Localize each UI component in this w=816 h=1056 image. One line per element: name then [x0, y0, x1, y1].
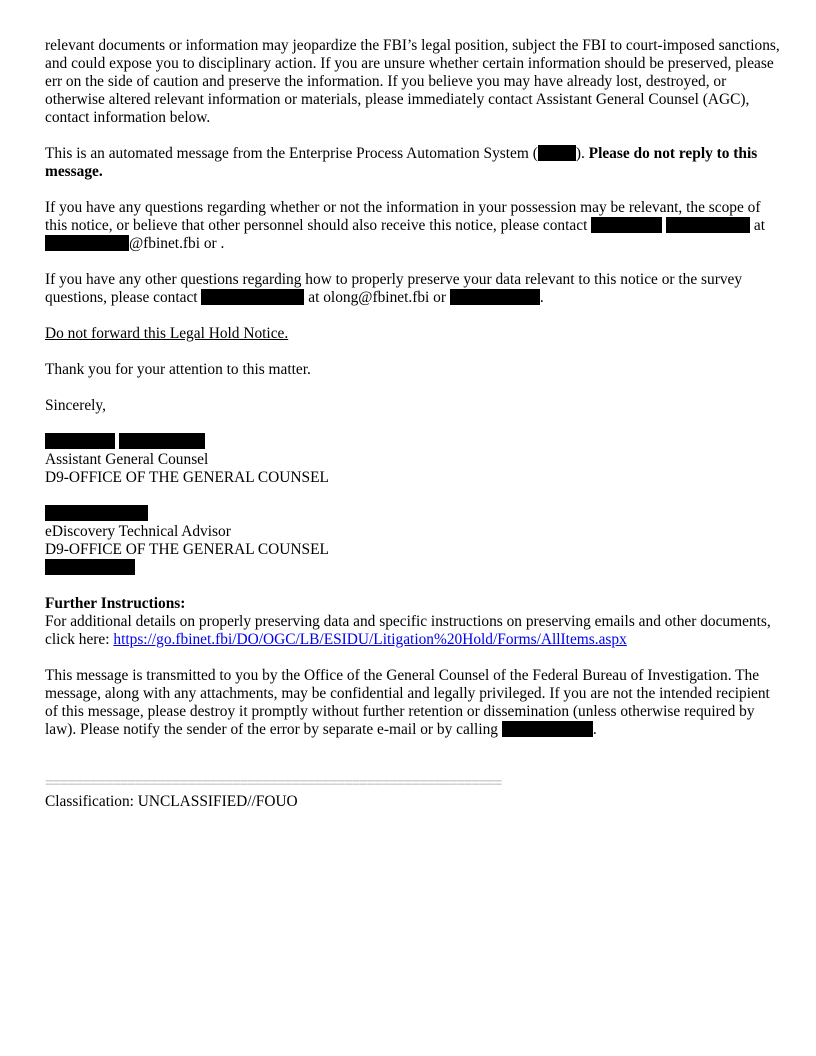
signature-office: D9-OFFICE OF THE GENERAL COUNSEL [45, 541, 329, 558]
thanks-line: Thank you for your attention to this matter. [45, 361, 311, 378]
automated-message-close: ). [575, 145, 589, 162]
redaction-block [201, 289, 304, 305]
signature-name-redacted [45, 505, 780, 523]
redaction-block [450, 289, 540, 305]
questions-contact-text: If you have any questions regarding whether or not the information in your possession may be relevant, the scope of this notice, or believe that other personnel should also receive this notice, please contact [45, 199, 761, 234]
sentence-end: . [539, 289, 544, 306]
automated-message-paragraph [45, 145, 780, 181]
confidentiality-disclaimer [45, 667, 780, 739]
do-not-forward-notice: Do not forward this Legal Hold Notice. [45, 325, 289, 342]
further-instructions-heading: Further Instructions: [45, 595, 186, 612]
sincerely-line: Sincerely, [45, 397, 106, 414]
classification-marking: Classification: UNCLASSIFIED//FOUO [45, 793, 298, 810]
contact-email-text: at olong@fbinet.fbi or [304, 289, 450, 306]
signature-office: D9-OFFICE OF THE GENERAL COUNSEL [45, 469, 329, 486]
contact-at-text: at [750, 217, 766, 234]
disclaimer-text: This message is transmitted to you by the Office of the General Counsel of the Federal Bureau of Investigation. The message, along with any attachments, may be confidential and legally privileged. If you are not the intended recipient of this message, please destroy it promptly without further retention or dissemination (unless otherwise required by law). Please notify the sender of the error by separate e-mail or by calling [45, 667, 770, 738]
redaction-block [45, 433, 115, 449]
separator-line: ============================================================= [45, 775, 502, 792]
redaction-block [538, 145, 576, 161]
redaction-block [666, 217, 750, 233]
litigation-hold-forms-link[interactable]: https://go.fbinet.fbi/DO/OGC/LB/ESIDU/Litigation%20Hold/Forms/AllItems.aspx [113, 631, 627, 648]
contact-email-domain: @fbinet.fbi or . [129, 235, 225, 252]
signature-ediscovery [45, 505, 780, 577]
signature-name-redacted [45, 433, 780, 451]
preserve-data-questions-text: If you have any other questions regarding how to properly preserve your data relevant to this notice or the survey questions, please contact [45, 271, 743, 306]
redaction-block [591, 217, 662, 233]
sentence-end: . [592, 721, 597, 738]
questions-contact-paragraph [45, 199, 780, 253]
further-instructions-section [45, 595, 780, 649]
redaction-block [45, 559, 135, 575]
redaction-block [45, 505, 148, 521]
automated-message-text: This is an automated message from the Enterprise Process Automation System ( [45, 145, 538, 162]
further-instructions-text: For additional details on properly preserving data and specific instructions on preserving emails and other documents, click here: [45, 613, 771, 648]
signature-phone-redacted [45, 559, 780, 577]
preservation-warning-paragraph: relevant documents or information may jeopardize the FBI’s legal position, subject the FBI to court-imposed sanctions, and could expose you to disciplinary action. If you are unsure whether certain information should be preserved, please err on the side of caution and preserve the information. If you believe you may have already lost, destroyed, or otherwise altered relevant information or materials, please immediately contact Assistant General Counsel (AGC), contact information below. [45, 37, 780, 126]
do-not-reply-notice: Please do not reply to this message. [45, 145, 758, 180]
signature-title: Assistant General Counsel [45, 451, 209, 468]
redaction-block [502, 721, 593, 737]
preserve-data-questions-paragraph [45, 271, 780, 307]
redaction-block [119, 433, 205, 449]
redaction-block [45, 235, 129, 251]
signature-title: eDiscovery Technical Advisor [45, 523, 231, 540]
legal-hold-email-body [45, 37, 780, 811]
signature-agc [45, 433, 780, 487]
